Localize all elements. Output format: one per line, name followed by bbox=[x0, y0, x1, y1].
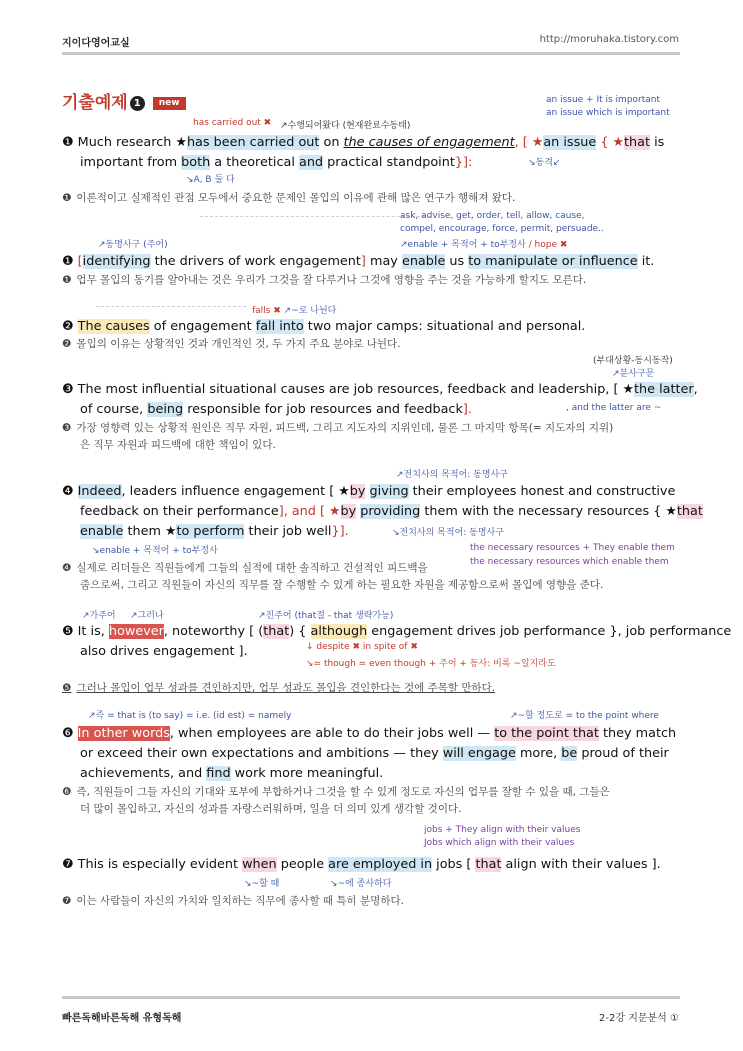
translation-8: ❼ 이는 사람들이 자신의 가치와 일치하는 직무에 종사할 때 특히 분명하다. bbox=[62, 895, 404, 907]
annotation: ↘~할 때 bbox=[244, 879, 280, 889]
annotation: an issue + It is important bbox=[546, 95, 661, 105]
annotation: compel, encourage, force, permit, persuade.. bbox=[400, 224, 604, 234]
annotation: ↗수행되어왔다 (현재완료수동태) bbox=[280, 121, 411, 131]
translation-2: ❶ 업무 몰입의 동기를 알아내는 것은 우리가 그것을 잘 다루거나 그것에 영향을 주는 것을 가능하게 할지도 모른다. bbox=[62, 274, 587, 286]
header-url[interactable]: http://moruhaka.tistory.com bbox=[539, 34, 679, 45]
sentence-7-line-3: achievements, and find work more meaningful. bbox=[80, 766, 384, 781]
translation-5-line-2: 줌으로써, 그리고 직원들이 자신의 직무를 잘 수행할 수 있게 하는 필요한 자원을 제공함으로써 몰입에 영향을 준다. bbox=[80, 579, 604, 591]
annotation: ↘enable + 목적어 + to부정사 bbox=[92, 546, 218, 556]
translation-7: ❻ 즉, 직원들이 그들 자신의 기대와 포부에 부합하거나 그것을 할 수 있게 정도로 자신의 업무를 잘할 수 있을 때, 그들은 bbox=[62, 786, 610, 798]
translation-1: ❶ 이론적이고 실제적인 관점 모두에서 중요한 문제인 몰입의 이유에 관해 많은 연구가 행해져 왔다. bbox=[62, 192, 516, 204]
new-badge: new bbox=[153, 97, 186, 110]
header-divider bbox=[62, 52, 680, 55]
footer-title: 빠른독해바른독해 유형독해 bbox=[62, 1013, 182, 1024]
annotation: ↗즉 = that is (to say) = i.e. (id est) = namely bbox=[88, 711, 292, 721]
sentence-8: ❼ This is especially evident when people are employed in jobs [ that align with their values ]. bbox=[62, 857, 661, 872]
translation-4: ❸ 가장 영향력 있는 상황적 원인은 직무 자원, 피드백, 그리고 지도자의 지위인데, 물론 그 마지막 항목(= 지도자의 지위) bbox=[62, 422, 614, 434]
annotation: ↘A, B 둘 다 bbox=[186, 175, 235, 185]
annotation: ↘~에 종사하다 bbox=[330, 879, 392, 889]
translation-7-line-2: 더 많이 몰입하고, 자신의 성과를 자랑스러워하며, 일을 더 의미 있게 생각할 것이다. bbox=[80, 803, 462, 815]
annotation: ↗가주어 bbox=[82, 611, 116, 621]
sentence-2: ❶ [identifying the drivers of work engagement] may enable us to manipulate or influence it. bbox=[62, 254, 655, 269]
annotation: ↗진주어 (that절 - that 생략가능) bbox=[258, 611, 394, 621]
annotation: ↗동명사구 (주어) bbox=[98, 240, 168, 250]
sentence-5-line-2: feedback on their performance], and [ ★by providing them with the necessary resources { ★that bbox=[80, 504, 703, 519]
annotation: has carried out ✖ bbox=[193, 118, 272, 128]
annotation: ↘동격↙ bbox=[528, 158, 561, 168]
sentence-7-line-2: or exceed their own expectations and ambitions — they will engage more, be proud of their bbox=[80, 746, 669, 761]
title-number: 1 bbox=[130, 96, 145, 111]
title-text: 기출예제 bbox=[62, 93, 128, 113]
annotation: ↗전치사의 목적어: 동명사구 bbox=[396, 470, 508, 480]
sentence-1-line-2: important from both a theoretical and practical standpoint}]: bbox=[80, 155, 473, 170]
annotation: (부대상황-동시동작) bbox=[593, 356, 673, 366]
sentence-1: ❶ Much research ★has been carried out on the causes of engagement, [ ★an issue { ★that is bbox=[62, 135, 665, 150]
annotation: ↘전치사의 목적어: 동명사구 bbox=[392, 528, 504, 538]
annotation: the necessary resources + They enable them bbox=[470, 543, 675, 553]
sentence-4-line-2: of course, being responsible for job resources and feedback]. bbox=[80, 402, 472, 417]
sentence-4: ❸ The most influential situational causes are job resources, feedback and leadership, [ ★the latter, bbox=[62, 382, 698, 397]
divider bbox=[200, 216, 430, 217]
annotation: , and the latter are ~ bbox=[566, 403, 662, 413]
annotation: jobs + They align with their values bbox=[424, 825, 581, 835]
footer-divider bbox=[62, 996, 680, 999]
translation-6: ❺ 그러나 몰입이 업무 성과를 견인하지만, 업무 성과도 몰입을 견인한다는 것에 주목할 만하다. bbox=[62, 682, 496, 694]
annotation: ↗~할 정도로 = to the point where bbox=[510, 711, 659, 721]
sentence-3: ❷ The causes of engagement fall into two major camps: situational and personal. bbox=[62, 319, 586, 334]
footer-page: 2-2강 지문분석 ① bbox=[599, 1013, 679, 1024]
annotation: the necessary resources which enable them bbox=[470, 557, 669, 567]
sentence-7: ❻ In other words, when employees are able to do their jobs well — to the point that they match bbox=[62, 726, 677, 741]
translation-5: ❹ 실제로 리더들은 직원들에게 그들의 실적에 대한 솔직하고 건설적인 피드백을 bbox=[62, 562, 428, 574]
annotation: ↗분사구문 bbox=[612, 369, 655, 379]
annotation: an issue which is important bbox=[546, 108, 670, 118]
annotation: ↘= though = even though + 주어 + 동사: 비록 ~일지라도 bbox=[306, 659, 556, 669]
annotation: ask, advise, get, order, tell, allow, cause, bbox=[400, 211, 585, 221]
annotation: ↗enable + 목적어 + to부정사 / hope ✖ bbox=[400, 240, 568, 250]
annotation: falls ✖ ↗~로 나뉜다 bbox=[252, 306, 337, 316]
sentence-6-line-2: also drives engagement ]. bbox=[80, 644, 248, 659]
sentence-5: ❹ Indeed, leaders influence engagement [ ★by giving their employees honest and constructive bbox=[62, 484, 676, 499]
divider bbox=[96, 306, 246, 307]
translation-3: ❷ 몰입의 이유는 상황적인 것과 개인적인 것, 두 가지 주요 분야로 나뉜다. bbox=[62, 338, 401, 350]
annotation: Jobs which align with their values bbox=[424, 838, 575, 848]
sentence-5-line-3: enable them ★to perform their job well}]. bbox=[80, 524, 349, 539]
translation-4-line-2: 은 직무 자원과 피드백에 대한 책임이 있다. bbox=[80, 439, 276, 451]
annotation: ↓ despite ✖ in spite of ✖ bbox=[306, 642, 418, 652]
annotation: ↗그러나 bbox=[130, 611, 164, 621]
page-title bbox=[62, 88, 186, 113]
sentence-6: ❺ It is, however, noteworthy [ (that) { although engagement drives job performance }, job performance bbox=[62, 624, 732, 639]
header-title: 지이다영어교실 bbox=[62, 38, 130, 49]
